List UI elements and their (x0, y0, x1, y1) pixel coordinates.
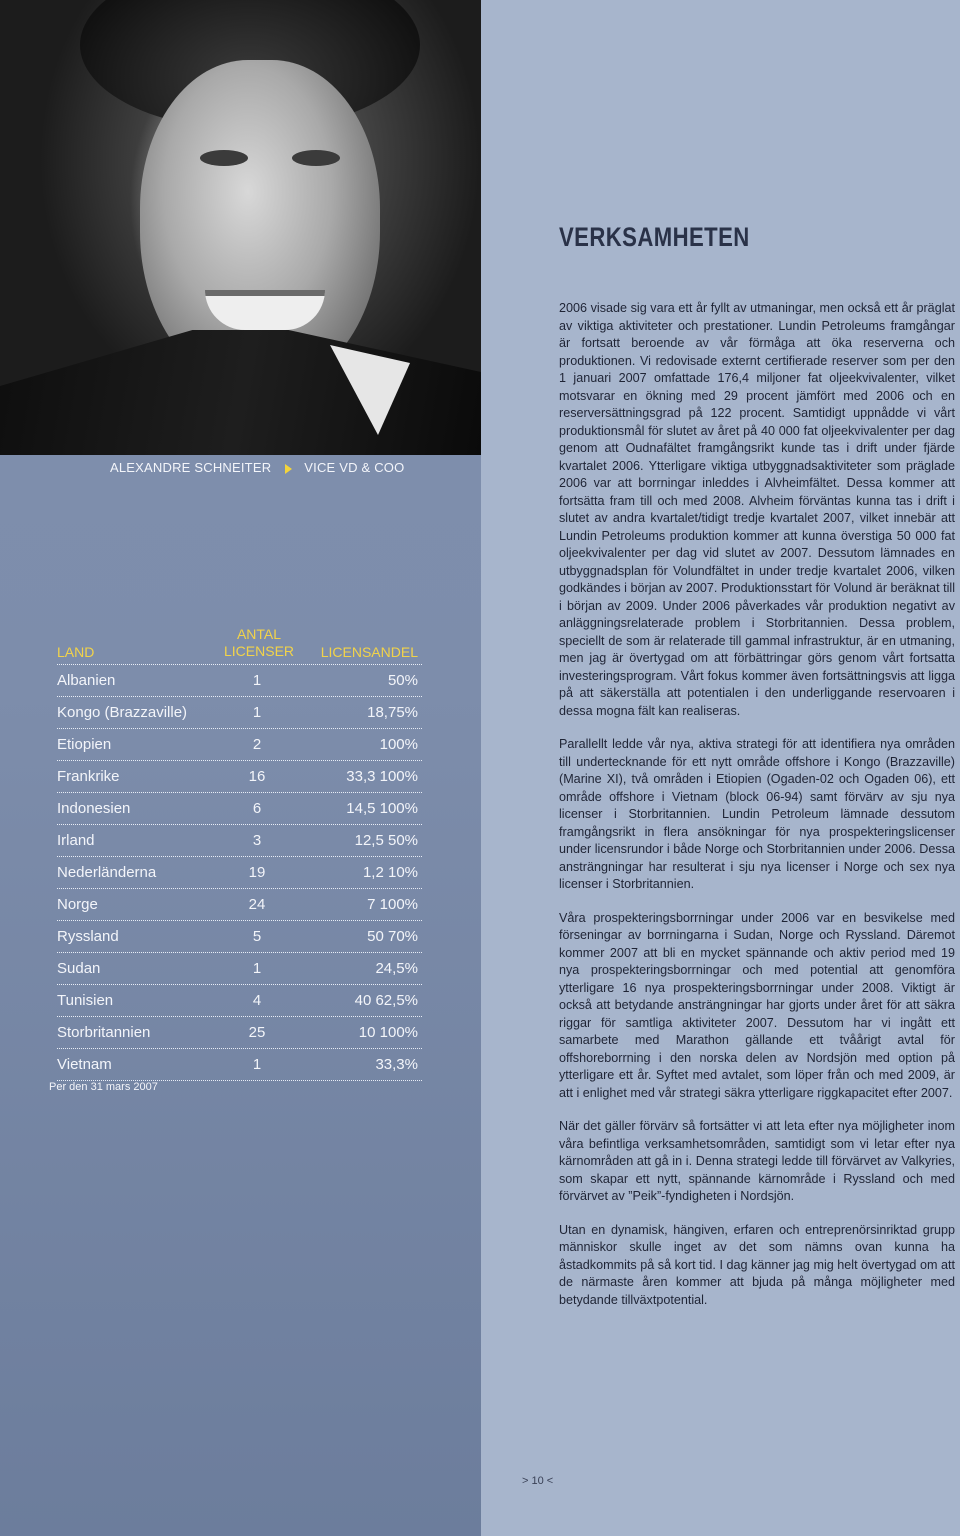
cell-land: Norge (57, 896, 98, 913)
table-row: Storbritannien 25 10 100% (57, 1016, 422, 1048)
page-number: > 10 < (522, 1475, 554, 1487)
cell-andel: 33,3% (375, 1056, 418, 1073)
cell-andel: 1,2 10% (362, 864, 418, 881)
table-row: Vietnam 1 33,3% (57, 1048, 422, 1081)
cell-andel: 18,75% (367, 704, 418, 721)
cell-andel: 40 62,5% (354, 992, 418, 1009)
person-role: VICE VD & COO (304, 460, 405, 475)
page-title: VERKSAMHETEN (559, 222, 750, 252)
header-land: LAND (57, 644, 95, 660)
header-antal-line2: LICENSER (224, 643, 295, 659)
date-note: Per den 31 mars 2007 (49, 1081, 158, 1093)
cell-land: Tunisien (57, 992, 114, 1009)
cell-land: Nederländerna (57, 864, 157, 881)
header-antal-line1: ANTAL (236, 626, 282, 642)
photo-eye-right (292, 150, 340, 166)
cell-andel: 50 70% (367, 928, 418, 945)
cell-land: Ryssland (57, 928, 119, 945)
header-licensandel: LICENSANDEL (320, 644, 418, 660)
table-row: Irland 3 12,5 50% (57, 824, 422, 856)
table-row: Nederländerna 19 1,2 10% (57, 856, 422, 888)
paragraph: Våra prospekteringsborrningar under 2006 var en besvikelse med förseningar av borrningarna i Sudan, Norge och Ryssland. Däremot kommer 2007 att bli en mycket spännande och aktiv period med 19 nya prospekteringsborrningar och med potential att genomföra ytterligare 16 nya prospekteringsborrningar under 2008. Viktigt är också att betydande ansträngningar har gjorts under året för att säkra riggar för samtliga aktiviteter 2007. Dessutom har vi ingått ett samarbete med Marathon gällande ett tvåårigt avtal för offshoreborrning i den norska delen av Nordsjön med option på ytterligare ett år. Syftet med avtalet, som löper från och med 2009, är att i enlighet med vår strategi säkra ytterligare riggkapacitet efter 2007. (559, 910, 955, 1100)
cell-land: Storbritannien (57, 1024, 151, 1041)
table-row: Sudan 1 24,5% (57, 952, 422, 984)
person-name: ALEXANDRE SCHNEITER (110, 460, 272, 475)
table-row: Tunisien 4 40 62,5% (57, 984, 422, 1016)
table-body (57, 664, 422, 1081)
cell-andel: 7 100% (367, 896, 418, 913)
table-row: Norge 24 7 100% (57, 888, 422, 920)
cell-land: Irland (57, 832, 95, 849)
cell-andel: 50% (387, 672, 418, 689)
cell-andel: 10 100% (358, 1024, 418, 1041)
table-row: Indonesien 6 14,5 100% (57, 792, 422, 824)
photo-eye-left (200, 150, 248, 166)
cell-andel: 33,3 100% (346, 768, 418, 785)
cell-land: Albanien (57, 672, 116, 689)
table-row: Kongo (Brazzaville) 1 18,75% (57, 696, 422, 728)
table-row: Etiopien 2 100% (57, 728, 422, 760)
photo-suit (0, 330, 481, 455)
paragraph: Utan en dynamisk, hängiven, erfaren och entreprenörsinriktad grupp människor skulle inget av det som nämns ovan kunna ha åstadkommits på så kort tid. I dag känner jag mig helt övertygad om att de närmaste åren kommer att bjuda på många möjligheter med betydande tillväxtpotential. (559, 1222, 955, 1307)
header-antal (224, 626, 294, 660)
cell-land: Frankrike (57, 768, 120, 785)
paragraph: 2006 visade sig vara ett år fyllt av utmaningar, men också ett år präglat av viktiga aktiviteter och prestationer. Lundin Petroleums framgångar är fortsatt beroende av vår förmåga att öka reserverna och produktionen. Vi redovisade externt certifierade reserver som per den 1 januari 2007 omfattade 176,4 miljoner fat oljeekvivalenter, vilket motsvarar en ökning med 29 procent jämfört med 2006 och en reserversättningsgrad på 122 procent. Samtidigt uppnådde vi vårt produktionsmål för slutet av året på 40 000 fat oljeekvivalenter per dag genom att Oudnafältet framgångsrikt kunde tas i drift under fjärde kvartalet 2006. Ytterligare viktiga utbyggnadsaktiviteter som präglade 2006 var att borrningar inleddes i Alvheimfältet. Dessa kommer att fortsätta fram till och med 2008. Alvheim förväntas kunna tas i drift i slutet av andra kvartalet/tidigt tredje kvartalet 2007, vilket innebär att Lundin Petroleums produktion kommer att kunna överstiga 50 000 fat oljeekvivalenter per dag vid slutet av 2007. Dessutom lämnades en utbyggnadsplan för Volundfältet in under tredje kvartalet 2006, vilken godkändes i början av 2007. Produktionsstart för Volund är beräknat till i början av 2009. Under 2006 påverkades vår produktion negativt av anläggningsrelaterade problem i Storbritannien. Dessa problem, speciellt de som är relaterade till gammal infrastruktur, är en utmaning, men jag är övertygad om att förbättringar görs genom vårt fortsatta investeringsprogram. Vårt fokus kommer även fortsättningsvis att ligga på att säkerställa att potentialen i den underliggande reservoaren i dessa mogna fält kan realiseras. (559, 301, 955, 718)
cell-land: Indonesien (57, 800, 131, 817)
cell-andel: 14,5 100% (346, 800, 418, 817)
paragraph: Parallellt ledde vår nya, aktiva strategi för att identifiera nya områden till undertecknande för ett nytt område offshore i Kongo (Brazzaville) (Marine XI), två områden i Etiopien (Ogaden-02 och Ogaden 06), ett område offshore i Vietnam (block 06-94) samt förvärv av sju nya licenser i Storbritannien. Lundin Petroleum lämnade dessutom framgångsrikt in flera ansökningar för nya prospekteringslicenser under licensrundor i både Norge och Storbritannien under 2006. Dessa ansträngningar har resulterat i sju nya licenser i Norge och sex nya licenser i Storbritannien. (559, 737, 955, 891)
table-row: Albanien 1 50% (57, 664, 422, 696)
cell-andel: 24,5% (375, 960, 418, 977)
table-header (57, 622, 422, 664)
person-caption (110, 460, 404, 475)
cell-land: Kongo (Brazzaville) (57, 704, 188, 721)
cell-land: Etiopien (57, 736, 112, 753)
license-table (57, 622, 422, 1081)
arrow-right-icon (285, 464, 292, 474)
portrait-photo (0, 0, 481, 455)
cell-land: Vietnam (57, 1056, 112, 1073)
table-row: Frankrike 16 33,3 100% (57, 760, 422, 792)
cell-andel: 100% (379, 736, 418, 753)
cell-land: Sudan (57, 960, 101, 977)
paragraph: När det gäller förvärv så fortsätter vi att leta efter nya möjligheter inom våra befintliga verksamhetsområden, samtidigt som vi letar efter nya kärnområden att gå in i. Denna strategi ledde till förvärvet av Valkyries, som skapar ett nytt, spännande kärnområde i Ryssland och med förvärvet av ”Peik”-fyndigheten i Nordsjön. (559, 1119, 955, 1203)
cell-andel: 12,5 50% (354, 832, 418, 849)
table-row: Ryssland 5 50 70% (57, 920, 422, 952)
body-text (559, 300, 955, 1325)
